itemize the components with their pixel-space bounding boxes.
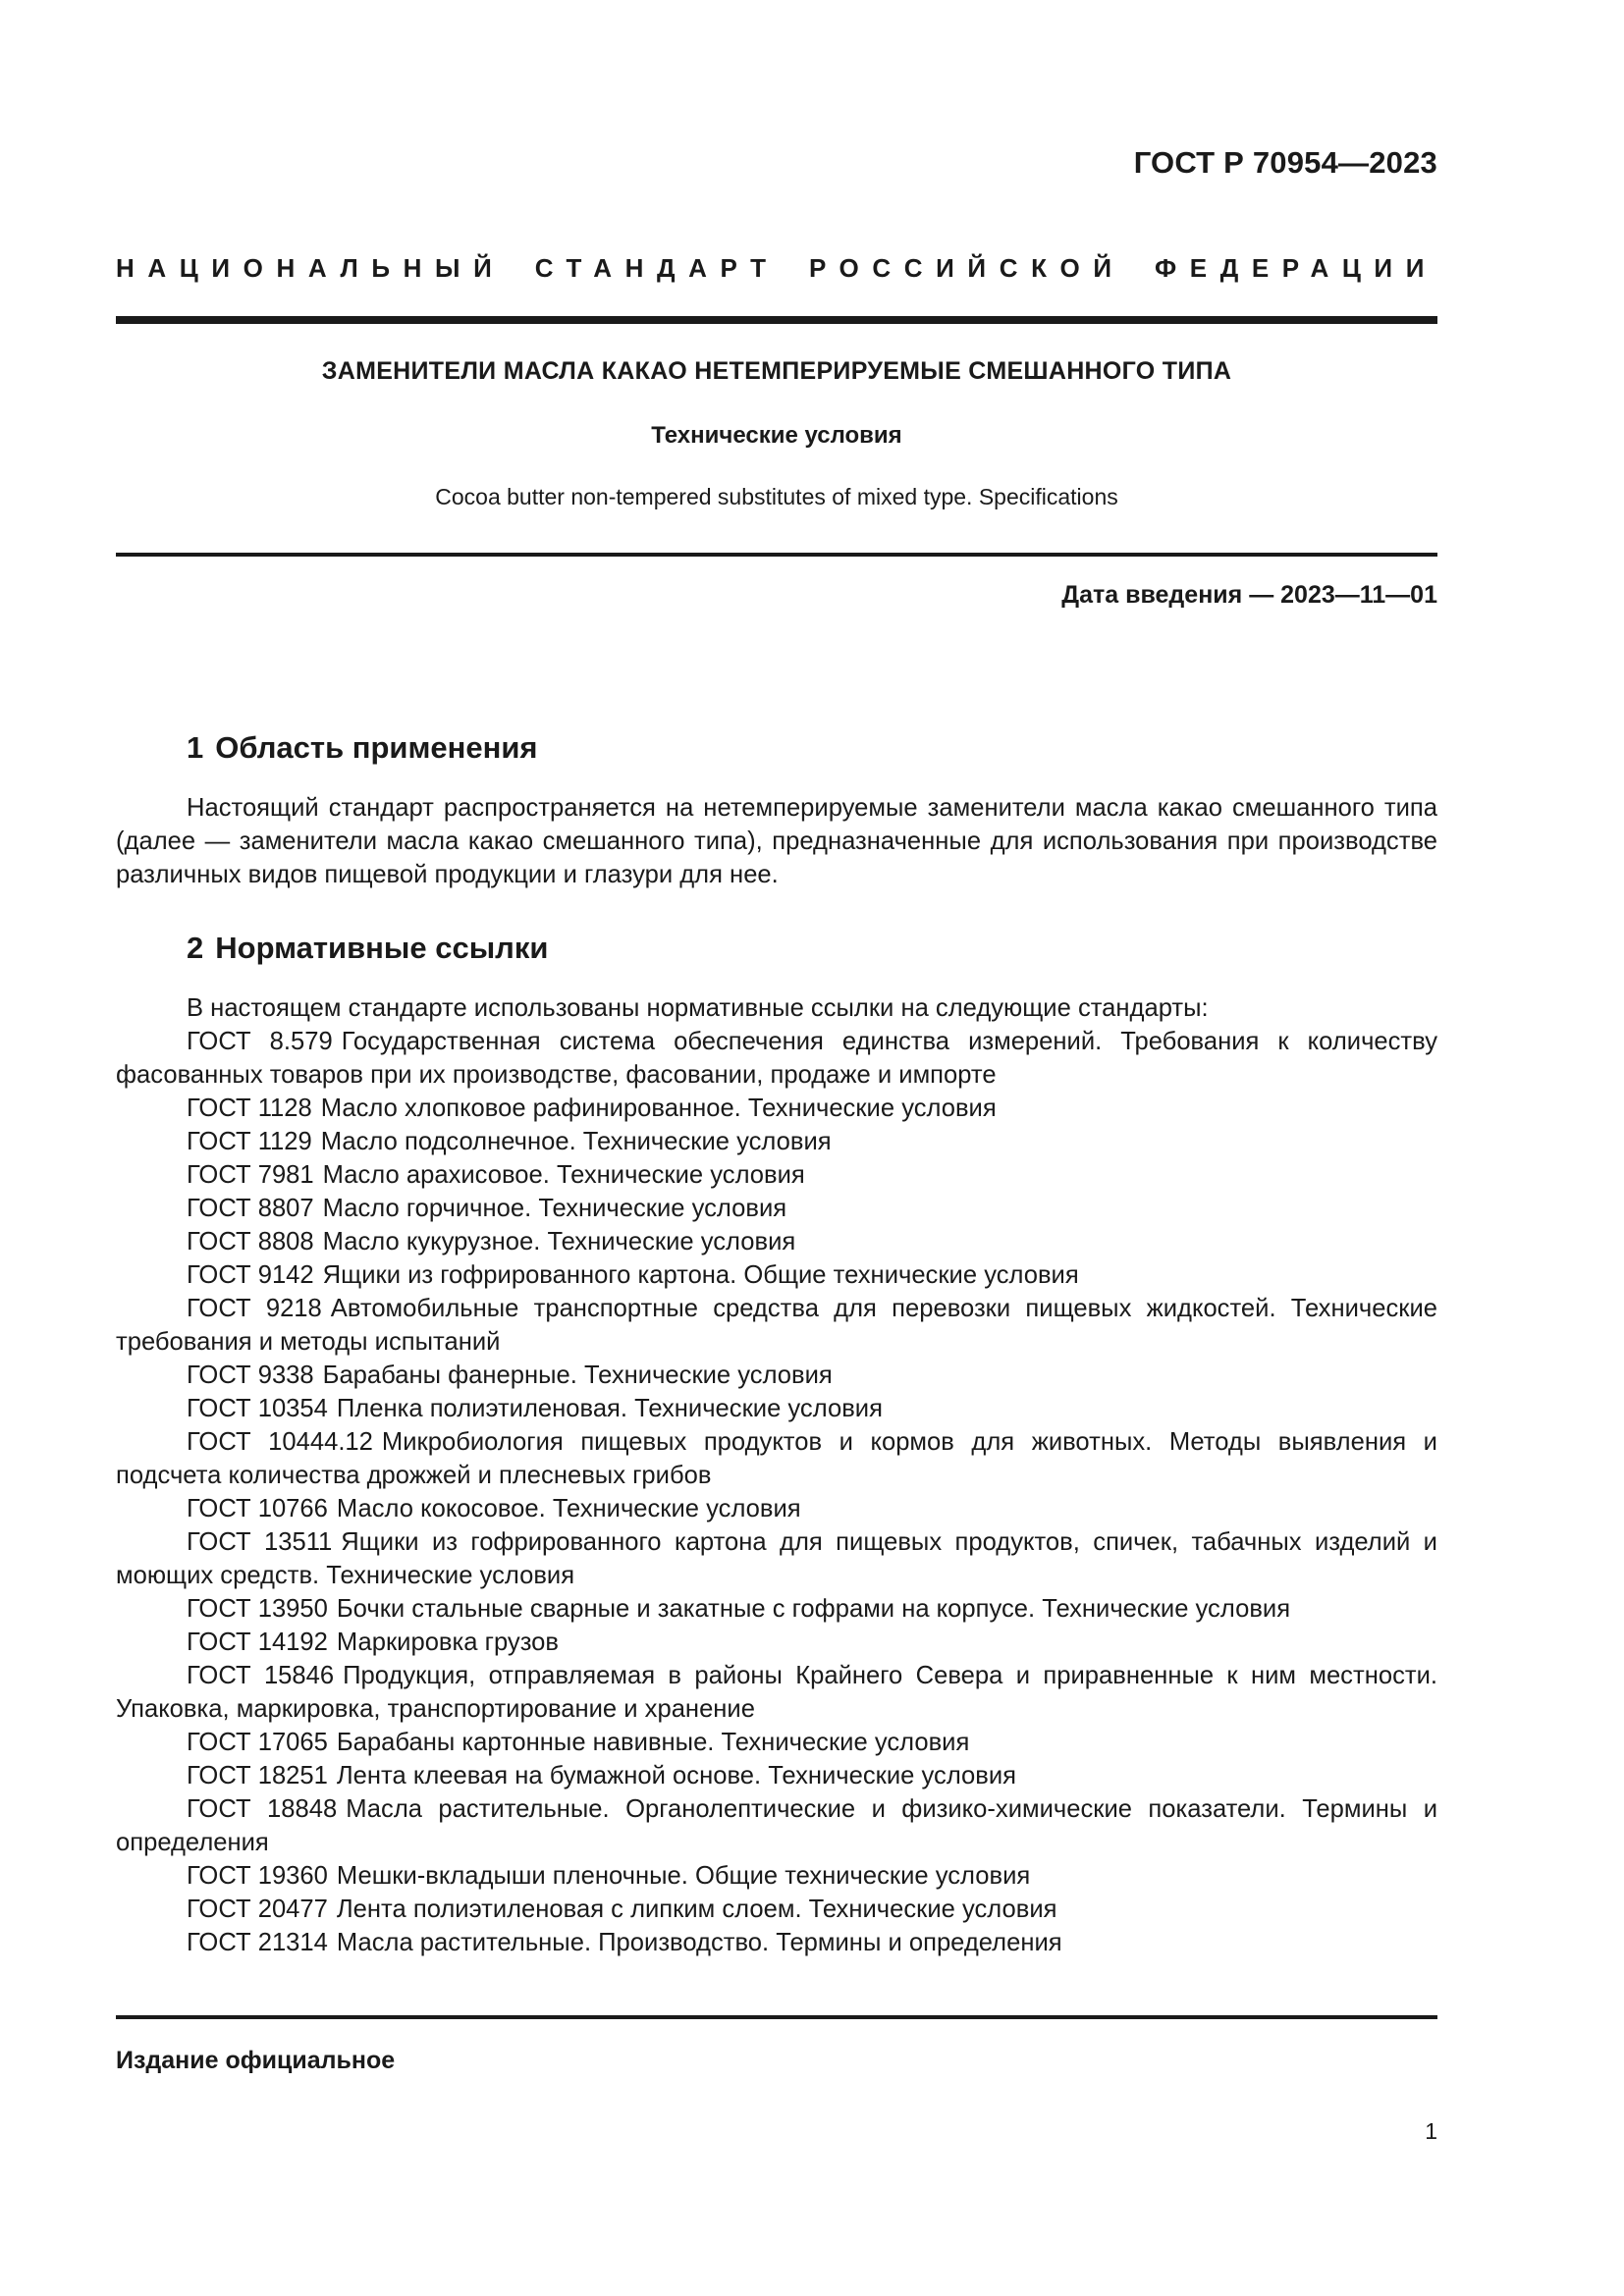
- reference-item: [116, 1125, 1437, 1158]
- reference-title: Маркировка грузов: [336, 1629, 559, 1656]
- reference-code: ГОСТ 10766: [187, 1495, 328, 1522]
- reference-code: ГОСТ 20477: [187, 1896, 328, 1923]
- reference-title: Пленка полиэтиленовая. Технические условия: [336, 1395, 883, 1422]
- reference-title: Масло хлопковое рафинированное. Технические условия: [320, 1095, 997, 1122]
- reference-item: [116, 1592, 1437, 1626]
- reference-code: ГОСТ 10444.12: [187, 1428, 373, 1456]
- reference-title: Автомобильные транспортные средства для перевозки пищевых жидкостей. Технические требования и методы испытаний: [116, 1295, 1437, 1356]
- reference-item: [116, 1359, 1437, 1392]
- reference-title: Масло горчичное. Технические условия: [322, 1195, 787, 1222]
- reference-item: [116, 1659, 1437, 1726]
- section-2-heading: [187, 931, 548, 966]
- introduction-date: Дата введения — 2023—11—01: [1061, 581, 1437, 609]
- reference-code: ГОСТ 13511: [187, 1528, 333, 1556]
- section-1-number: 1: [187, 730, 204, 765]
- reference-code: ГОСТ 18848: [187, 1795, 338, 1823]
- section-1-title: Область применения: [215, 730, 538, 765]
- reference-code: ГОСТ 21314: [187, 1929, 328, 1956]
- reference-item: [116, 1792, 1437, 1859]
- page-number: 1: [1425, 2118, 1437, 2144]
- official-edition-label: Издание официальное: [116, 2047, 396, 2074]
- reference-code: ГОСТ 13950: [187, 1595, 328, 1623]
- reference-item: [116, 1092, 1437, 1125]
- document-title-english: Cocoa butter non-tempered substitutes of mixed type. Specifications: [435, 484, 1118, 509]
- reference-code: ГОСТ 19360: [187, 1862, 328, 1890]
- section-1-heading: [187, 730, 538, 766]
- section-1-body: [116, 791, 1437, 891]
- reference-code: ГОСТ 1129: [187, 1128, 312, 1155]
- reference-code: ГОСТ 8808: [187, 1228, 314, 1255]
- reference-title: Мешки-вкладыши пленочные. Общие технические условия: [336, 1862, 1031, 1890]
- reference-code: ГОСТ 17065: [187, 1729, 328, 1756]
- reference-title: Ящики из гофрированного картона. Общие технические условия: [322, 1261, 1079, 1289]
- section-2-number: 2: [187, 931, 204, 965]
- reference-item: [116, 1893, 1437, 1926]
- reference-item: [116, 1258, 1437, 1292]
- reference-item: [116, 1158, 1437, 1192]
- reference-title: Лента клеевая на бумажной основе. Технические условия: [336, 1762, 1017, 1789]
- references-intro: В настоящем стандарте использованы нормативные ссылки на следующие стандарты:: [187, 994, 1209, 1022]
- reference-item: [116, 1025, 1437, 1092]
- reference-item: [116, 1292, 1437, 1359]
- section-2-body: [116, 991, 1437, 1959]
- document-title: ЗАМЕНИТЕЛИ МАСЛА КАКАО НЕТЕМПЕРИРУЕМЫЕ СМЕШАННОГО ТИПА: [321, 357, 1232, 385]
- footer-divider: [116, 2015, 1437, 2019]
- section-2-title: Нормативные ссылки: [215, 931, 549, 965]
- reference-item: [116, 1525, 1437, 1592]
- scope-paragraph: Настоящий стандарт распространяется на нетемперируемые заменители масла какао смешанного типа (далее — заменители масла какао смешанного типа), предназначенные для использования при производстве различных видов пищевой продукции и глазури для нее.: [116, 794, 1437, 888]
- header-divider: [116, 316, 1437, 324]
- reference-item: [116, 1492, 1437, 1525]
- reference-item: [116, 1425, 1437, 1492]
- reference-code: ГОСТ 9218: [187, 1295, 322, 1322]
- reference-title: Лента полиэтиленовая с липким слоем. Технические условия: [336, 1896, 1057, 1923]
- reference-code: ГОСТ 15846: [187, 1662, 335, 1689]
- reference-code: ГОСТ 9338: [187, 1362, 314, 1389]
- reference-code: ГОСТ 7981: [187, 1161, 314, 1189]
- gost-number: ГОСТ Р 70954—2023: [1133, 145, 1437, 180]
- reference-title: Масло подсолнечное. Технические условия: [320, 1128, 832, 1155]
- national-standard-banner: НАЦИОНАЛЬНЫЙ СТАНДАРТ РОССИЙСКОЙ ФЕДЕРАЦИИ: [116, 253, 1437, 283]
- title-divider: [116, 553, 1437, 557]
- reference-title: Микробиология пищевых продуктов и кормов для животных. Методы выявления и подсчета количества дрожжей и плесневых грибов: [116, 1428, 1437, 1489]
- reference-title: Барабаны фанерные. Технические условия: [322, 1362, 833, 1389]
- reference-code: ГОСТ 1128: [187, 1095, 312, 1122]
- reference-code: ГОСТ 8.579: [187, 1028, 333, 1055]
- reference-code: ГОСТ 8807: [187, 1195, 314, 1222]
- reference-item: [116, 1926, 1437, 1959]
- reference-title: Ящики из гофрированного картона для пищевых продуктов, спичек, табачных изделий и моющих средств. Технические условия: [116, 1528, 1437, 1589]
- reference-code: ГОСТ 9142: [187, 1261, 314, 1289]
- reference-code: ГОСТ 10354: [187, 1395, 328, 1422]
- reference-code: ГОСТ 18251: [187, 1762, 328, 1789]
- reference-item: [116, 1225, 1437, 1258]
- reference-item: [116, 1392, 1437, 1425]
- document-subtitle: Технические условия: [651, 422, 902, 449]
- reference-title: Масло кокосовое. Технические условия: [336, 1495, 801, 1522]
- reference-title: Государственная система обеспечения единства измерений. Требования к количеству фасованных товаров при их производстве, фасовании, продаже и импорте: [116, 1028, 1437, 1089]
- reference-title: Масло кукурузное. Технические условия: [322, 1228, 796, 1255]
- reference-title: Бочки стальные сварные и закатные с гофрами на корпусе. Технические условия: [336, 1595, 1291, 1623]
- reference-title: Масло арахисовое. Технические условия: [322, 1161, 805, 1189]
- references-list: [116, 1025, 1437, 1959]
- reference-item: [116, 1192, 1437, 1225]
- reference-item: [116, 1726, 1437, 1759]
- reference-title: Масла растительные. Производство. Термины и определения: [336, 1929, 1062, 1956]
- reference-item: [116, 1626, 1437, 1659]
- reference-item: [116, 1759, 1437, 1792]
- reference-code: ГОСТ 14192: [187, 1629, 328, 1656]
- reference-title: Продукция, отправляемая в районы Крайнего Севера и приравненные к ним местности. Упаковка, маркировка, транспортирование и хранение: [116, 1662, 1437, 1723]
- reference-item: [116, 1859, 1437, 1893]
- reference-title: Барабаны картонные навивные. Технические условия: [336, 1729, 970, 1756]
- reference-title: Масла растительные. Органолептические и физико-химические показатели. Термины и определения: [116, 1795, 1437, 1856]
